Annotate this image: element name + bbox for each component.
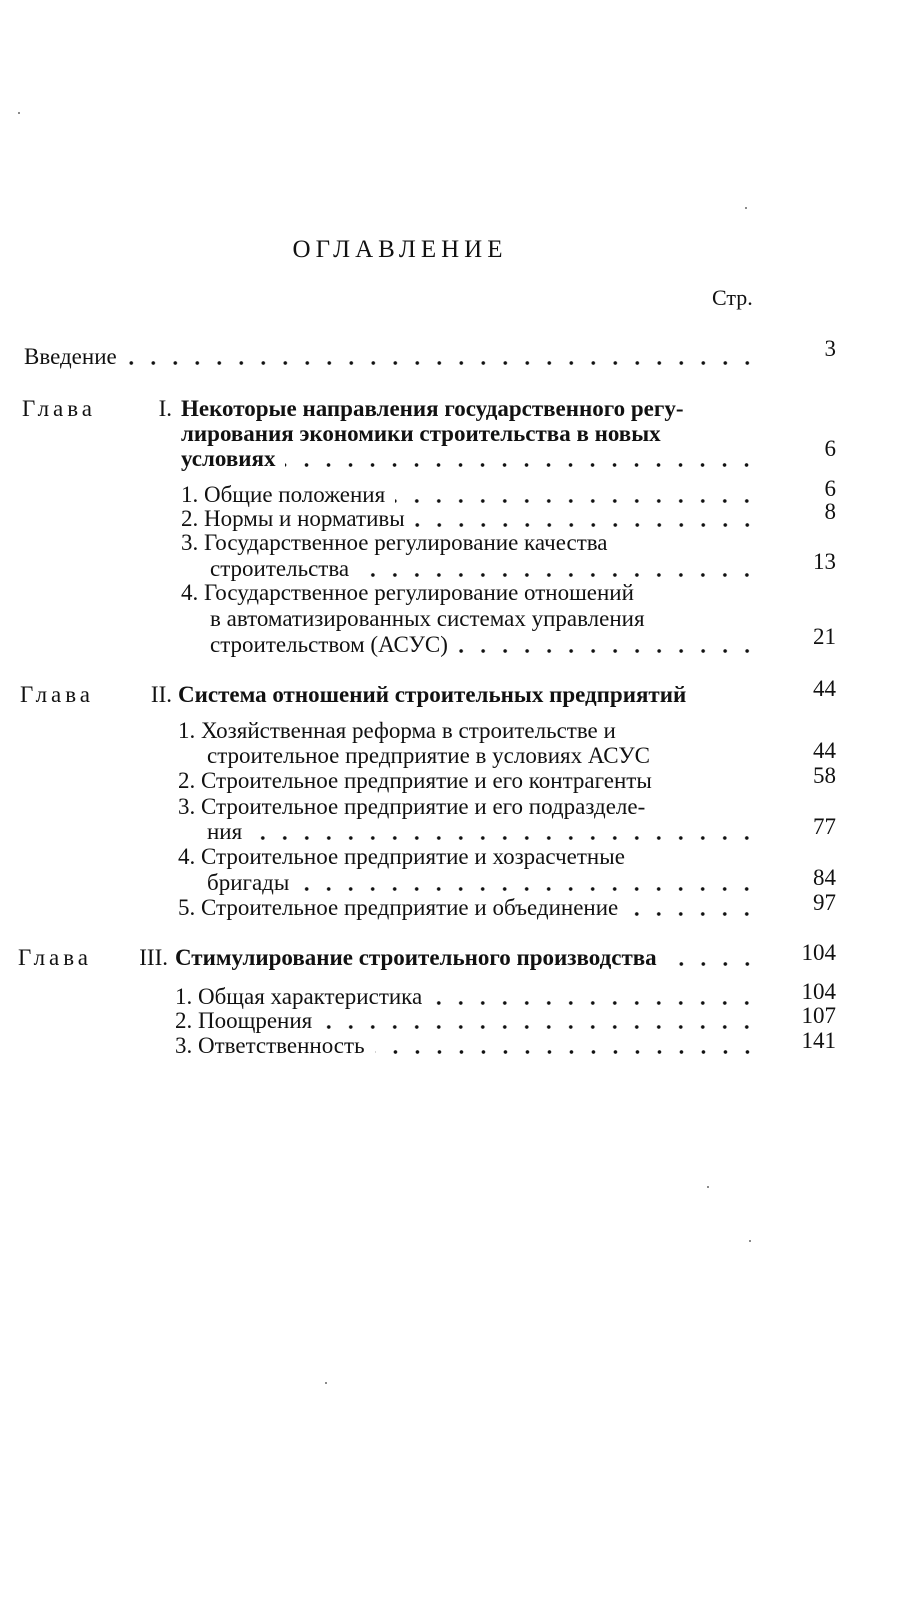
scan-speck [325, 1382, 327, 1384]
section-2-5-page: 97 [813, 890, 836, 915]
dot-leader [628, 912, 758, 916]
dot-leader [395, 499, 758, 503]
section-1-4-line-2[interactable]: в автоматизированных системах управления [210, 606, 645, 631]
scan-speck [745, 207, 747, 209]
section-2-4-line-2[interactable]: бригады [207, 870, 764, 896]
section-1-2-page: 8 [824, 499, 836, 524]
section-2-4-line-1[interactable]: 4. Строительное предприятие и хозрасчетные [178, 844, 625, 869]
section-1-4-line-3[interactable]: строительством (АСУС) [210, 632, 764, 658]
section-2-5[interactable]: 5. Строительное предприятие и объединение [178, 895, 764, 921]
chapter-1-numeral: I. [158, 396, 172, 421]
chapter-2-title[interactable]: Система отношений строительных предприятий [178, 682, 687, 707]
section-1-4-page: 21 [813, 624, 836, 649]
dot-leader [299, 887, 758, 891]
dot-leader [415, 523, 758, 527]
section-2-1-line-1[interactable]: 1. Хозяйственная реформа в строительстве и [178, 718, 616, 743]
dot-leader [375, 1050, 758, 1054]
section-2-1-line-2[interactable]: строительное предприятие в условиях АСУС [207, 743, 650, 768]
chapter-2-page: 44 [813, 676, 836, 701]
section-2-3-line-2[interactable]: ния [207, 819, 764, 845]
section-1-3-line-1[interactable]: 3. Государственное регулирование качества [181, 530, 608, 555]
scan-speck [707, 1186, 709, 1188]
section-1-1[interactable]: 1. Общие положения [181, 482, 764, 508]
scan-speck [18, 112, 20, 114]
dot-leader [458, 649, 758, 653]
dot-leader [359, 573, 758, 577]
dot-leader [667, 962, 758, 966]
dot-leader [432, 1001, 758, 1005]
chapter-3-page: 104 [801, 940, 836, 965]
section-3-3-page: 141 [801, 1028, 836, 1053]
page-column-header: Стр. [712, 285, 753, 310]
section-3-2-page: 107 [801, 1003, 836, 1028]
chapter-3-title[interactable]: Стимулирование строительного производства [175, 945, 764, 971]
section-2-3-page: 77 [813, 814, 836, 839]
section-1-3-page: 13 [813, 549, 836, 574]
chapter-1-title-line-1[interactable]: Некоторые направления государственного регу- [181, 396, 684, 421]
toc-entry-intro[interactable] [24, 344, 764, 370]
intro-page: 3 [824, 336, 836, 361]
section-3-1-page: 104 [801, 979, 836, 1004]
chapter-3-label: Глава [18, 945, 93, 970]
section-1-2[interactable]: 2. Нормы и нормативы [181, 506, 764, 532]
section-2-1-page: 44 [813, 738, 836, 763]
chapter-3-numeral: III. [139, 945, 168, 970]
section-2-3-line-1[interactable]: 3. Строительное предприятие и его подразделе- [178, 794, 646, 819]
dot-leader [322, 1025, 758, 1029]
section-2-2-page: 58 [813, 763, 836, 788]
scan-speck [749, 1240, 751, 1242]
section-2-2[interactable]: 2. Строительное предприятие и его контрагенты [178, 768, 652, 793]
dot-leader [252, 836, 758, 840]
section-2-4-page: 84 [813, 865, 836, 890]
dot-leader [127, 361, 758, 365]
section-3-3[interactable]: 3. Ответственность [175, 1033, 764, 1059]
section-1-1-page: 6 [824, 476, 836, 501]
chapter-1-label: Глава [22, 396, 97, 421]
section-3-1[interactable]: 1. Общая характеристика [175, 984, 764, 1010]
chapter-2-label: Глава [20, 682, 95, 707]
chapter-1-title-line-2[interactable]: лирования экономики строительства в новых [181, 421, 661, 446]
chapter-1-title-line-3[interactable]: условиях [181, 446, 764, 472]
chapter-2-numeral: II. [150, 682, 172, 707]
section-3-2[interactable]: 2. Поощрения [175, 1008, 764, 1034]
chapter-1-page: 6 [824, 436, 836, 461]
section-1-4-line-1[interactable]: 4. Государственное регулирование отношений [181, 580, 634, 605]
dot-leader [285, 463, 758, 467]
intro-label: Введение [24, 344, 117, 369]
toc-title: ОГЛАВЛЕНИЕ [292, 236, 508, 263]
section-1-3-line-2[interactable]: строительства [210, 556, 764, 582]
